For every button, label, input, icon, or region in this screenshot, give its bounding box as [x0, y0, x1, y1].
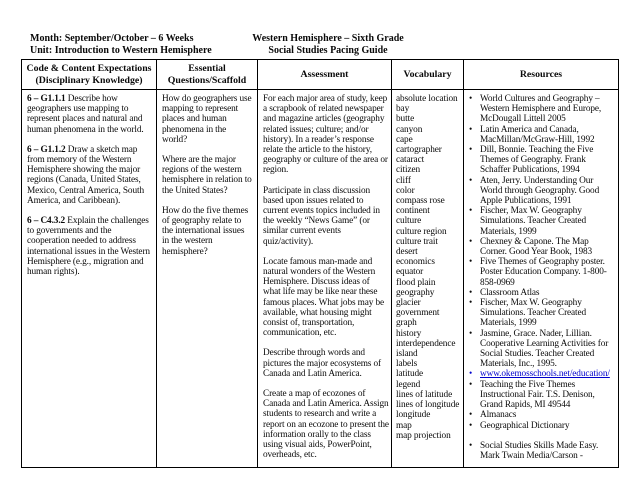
col-header-vocabulary-label: Vocabulary	[403, 68, 452, 80]
vocabulary-term: interdependence	[396, 338, 456, 349]
col-header-resources	[464, 60, 619, 90]
vocabulary-term: lines of latitude	[396, 389, 453, 400]
expectation-text: Draw a sketch map from memory of the Western Hemisphere showing the major regions (Canada, United States, Mexico, Central America, South America, and Caribbean).	[27, 144, 144, 206]
resource-item: • Jasmine, Grace. Nader, Lillian. Cooperative Learning Activities for Social Studies. Teacher Created Materials, Inc., 1995.	[467, 329, 616, 370]
col-header-essential-line1: Essential	[188, 63, 226, 74]
col-header-assessment-label: Assessment	[300, 68, 349, 80]
expectation-code: 6 – G1.1.2	[27, 144, 66, 155]
vocabulary-term: cape	[396, 134, 413, 145]
vocabulary-term: lines of longitude	[396, 400, 460, 411]
assessment-cell	[258, 90, 392, 468]
expectation-code: 6 – G1.1.1	[27, 94, 66, 104]
vocabulary-term: bay	[396, 104, 410, 115]
essential-question: How do the five themes of geography relate to the international issues in the western hemisphere?	[162, 205, 249, 257]
vocabulary-term: legend	[396, 379, 421, 390]
vocabulary-term: compass rose	[396, 196, 445, 207]
expectation-text: Explain the challenges to governments and the cooperation needed to address international issues in the Western Hemisphere (e.g., migration and human rights).	[27, 216, 150, 278]
document-title-block	[252, 33, 403, 57]
resource-item: • Almanacs	[467, 410, 616, 420]
vocabulary-term: absolute location	[396, 94, 458, 104]
vocabulary-cell	[392, 90, 464, 468]
expectation-text: Describe how geographers use mapping to represent places and natural and human phenomena in the world.	[27, 94, 144, 135]
col-header-essential-questions	[157, 60, 258, 90]
vocabulary-term: flood plain	[396, 277, 436, 288]
vocabulary-term: map projection	[396, 430, 451, 441]
resource-item: • Dill, Bonnie. Teaching the Five Themes of Geography. Frank Schaffer Publications, 1994	[467, 145, 616, 176]
resource-item: • Fischer, Max W. Geography Simulations. Teacher Created Materials, 1999	[467, 206, 616, 237]
vocabulary-term: glacier	[396, 298, 421, 309]
vocabulary-term: butte	[396, 114, 415, 125]
vocabulary-term: government	[396, 308, 440, 319]
vocabulary-term: map	[396, 420, 412, 431]
essential-questions-cell	[157, 90, 258, 468]
col-header-resources-label: Resources	[519, 68, 563, 80]
vocabulary-term: culture	[396, 216, 422, 227]
vocabulary-term: continent	[396, 206, 430, 217]
vocabulary-term: citizen	[396, 165, 421, 176]
month-unit-block	[30, 33, 212, 57]
table-header-row	[22, 60, 619, 90]
vocabulary-term: color	[396, 185, 415, 196]
table-body-row	[22, 90, 619, 468]
vocabulary-term: culture region	[396, 226, 447, 237]
vocabulary-term: cliff	[396, 175, 411, 186]
vocabulary-term: longitude	[396, 410, 431, 421]
resource-item: • Aten, Jerry. Understanding Our World through Geography. Good Apple Publications, 1991	[467, 176, 616, 207]
assessment-paragraph: Locate famous man-made and natural wonders of the Western Hemisphere. Discuss ideas of what life may be like near these famous places. What jobs may be available, what housing might consist of, transportation, communication, etc.	[263, 256, 385, 339]
vocabulary-term: geography	[396, 287, 435, 298]
vocabulary-term: equator	[396, 267, 424, 278]
resource-item: • Geographical Dictionary	[467, 421, 616, 431]
expectation-code: 6 – C4.3.2	[27, 216, 66, 227]
title-line-2: Social Studies Pacing Guide	[268, 45, 388, 56]
pacing-guide-table	[21, 59, 619, 468]
expectation-paragraph	[27, 216, 152, 277]
assessment-paragraph: Participate in class discussion based upon issues related to current events topics included in the weekly “News Game” (or similar current events quiz/activity).	[263, 185, 380, 247]
vocabulary-term: history	[396, 328, 422, 339]
col-header-expectations-line2: (Disciplinary Knowledge)	[35, 74, 143, 86]
vocabulary-term: desert	[396, 247, 418, 258]
assessment-paragraph: For each major area of study, keep a scrapbook of related newspaper and magazine articles (geography related issues; culture; and/or history). In a reader’s response relate the article to the history, geography or culture of the area or region.	[263, 94, 388, 176]
resources-cell	[464, 90, 619, 468]
vocabulary-term: canyon	[396, 124, 423, 135]
assessment-paragraph: Create a map of ecozones of Canada and Latin America. Assign students to research and write a report on an ecozone to present the information orally to the class using visual aids, PowerPoint, overheads, etc.	[263, 389, 389, 461]
resource-link[interactable]: • www.okemosschools.net/education/	[467, 369, 616, 379]
resource-item: • Teaching the Five Themes Instructional Fair. T.S. Denison, Grand Rapids, MI 49544	[467, 380, 616, 411]
resource-item: • World Cultures and Geography – Western Hemisphere and Europe, McDougall Littell 2005	[467, 94, 616, 125]
vocabulary-term: latitude	[396, 369, 424, 380]
unit-line: Unit: Introduction to Western Hemisphere	[30, 45, 212, 56]
vocabulary-term: island	[396, 349, 418, 360]
resource-item: • Chexney & Capone. The Map Corner. Good Year Book, 1983	[467, 237, 616, 257]
col-header-expectations	[22, 60, 157, 90]
essential-question: How do geographers use mapping to represent places and human phenomena in the world?	[162, 94, 252, 145]
vocabulary-term: cartographer	[396, 145, 442, 156]
resource-item: • Five Themes of Geography poster. Poster Education Company. 1-800-858-0969	[467, 257, 616, 288]
col-header-assessment	[258, 60, 392, 90]
col-header-essential-line2: Questions/Scaffold	[167, 74, 247, 86]
title-line-1: Western Hemisphere – Sixth Grade	[252, 33, 404, 44]
vocabulary-term: culture trait	[396, 236, 438, 247]
resource-item: • Social Studies Skills Made Easy. Mark Twain Media/Carson -	[467, 441, 616, 461]
expectation-paragraph	[27, 94, 152, 135]
expectations-cell	[22, 90, 157, 468]
col-header-vocabulary	[392, 60, 464, 90]
vocabulary-term: economics	[396, 257, 435, 268]
essential-question: Where are the major regions of the western hemisphere in relation to the United States?	[162, 155, 252, 196]
resource-item: • Fischer, Max W. Geography Simulations. Teacher Created Materials, 1999	[467, 298, 616, 329]
vocabulary-term: graph	[396, 318, 417, 329]
resource-item: • Classroom Atlas	[467, 288, 616, 298]
vocabulary-term: labels	[396, 359, 418, 370]
col-header-expectations-line1: Code & Content Expectations	[26, 63, 152, 74]
assessment-paragraph: Describe through words and pictures the major ecosystems of Canada and Latin America.	[263, 348, 382, 379]
resource-item: • Latin America and Canada, MacMillan/McGraw-Hill, 1992	[467, 125, 616, 145]
expectation-paragraph	[27, 145, 152, 206]
vocabulary-term: cataract	[396, 155, 425, 166]
month-line: Month: September/October – 6 Weeks	[30, 33, 194, 44]
